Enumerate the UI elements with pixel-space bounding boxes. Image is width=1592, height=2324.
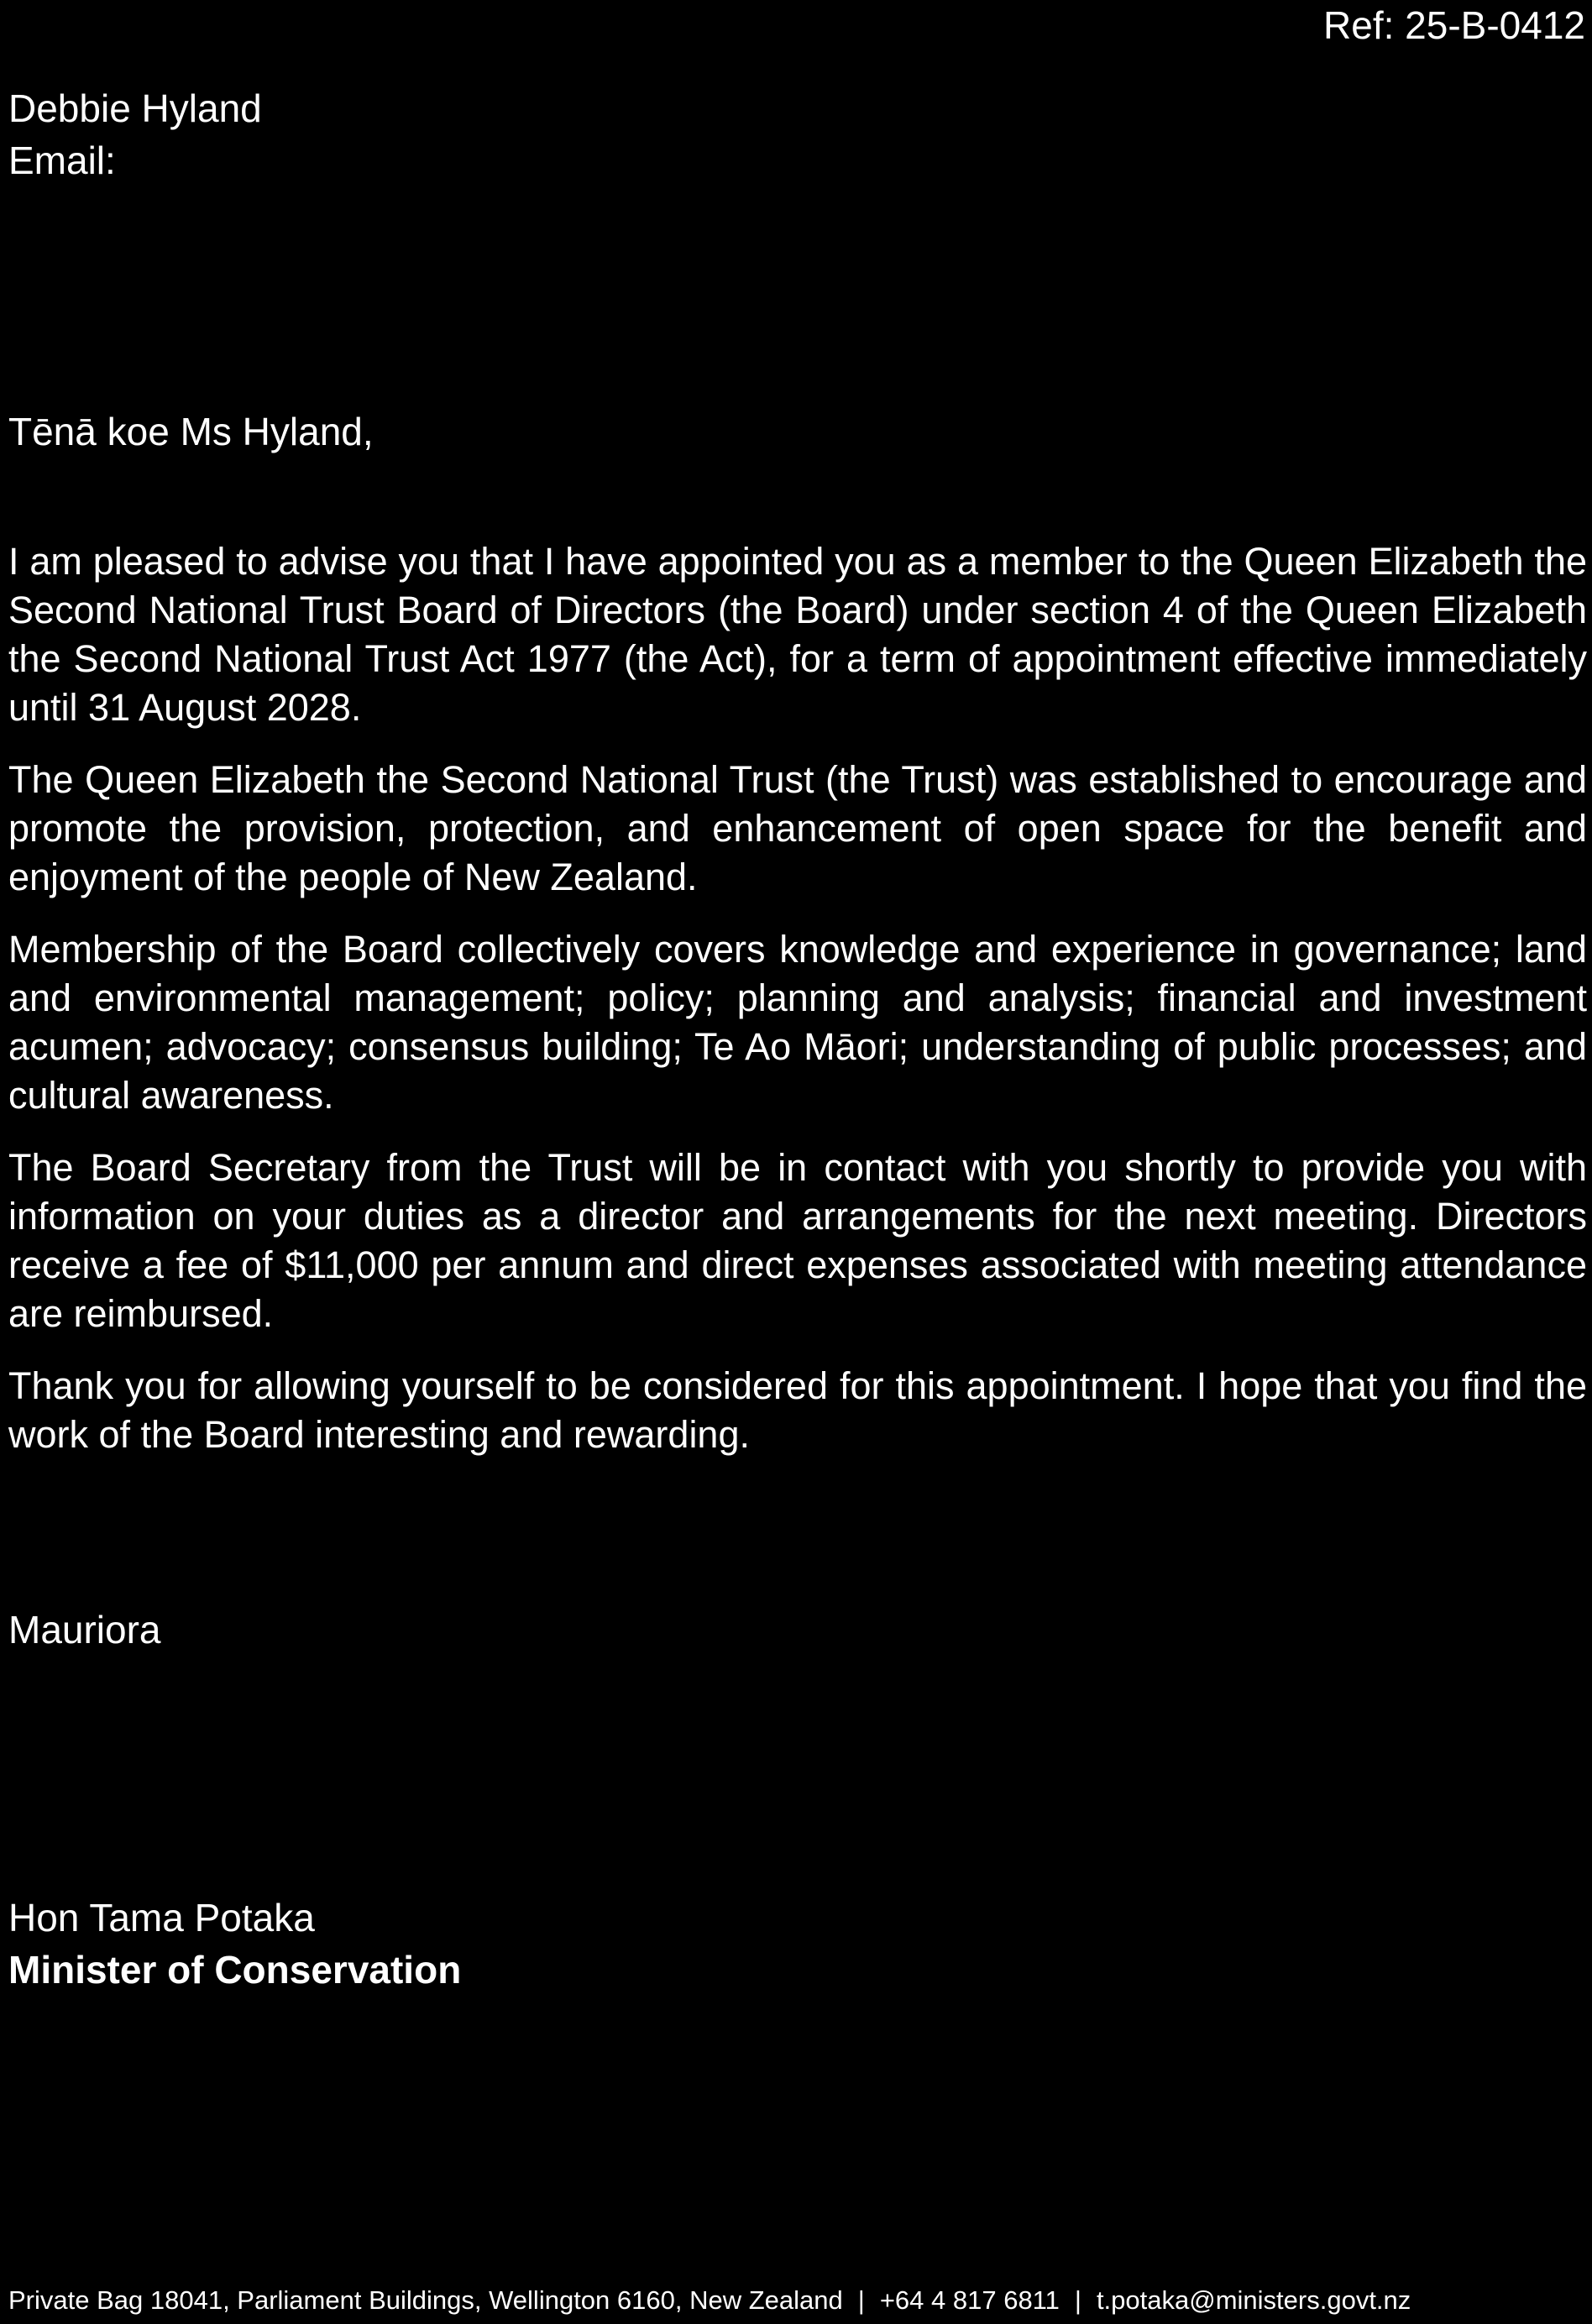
- footer-phone: +64 4 817 6811: [879, 2285, 1060, 2315]
- signoff: Mauriora: [8, 1608, 161, 1651]
- paragraph-appointment: I am pleased to advise you that I have appointed you as a member to the Queen Elizabeth the Second National Trust Board of Directors (the Board) under section 4 of the Queen Elizabeth the Second National Trust Act 1977 (the Act), for a term of appointment effective immediately until 31 August 2028.: [8, 540, 1587, 729]
- footer-contact: [8, 2284, 1585, 2317]
- signatory-name: Hon Tama Potaka: [8, 1896, 315, 1939]
- reference-number: Ref: 25-B-0412: [1323, 3, 1585, 47]
- paragraph-secretary-contact: The Board Secretary from the Trust will be in contact with you shortly to provide you with information on your duties as a director and arrangements for the next meeting. Directors receive a fee of $11,000 per annum and direct expenses associated with meeting attendance are reimbursed.: [8, 1146, 1587, 1335]
- signatory-title: Minister of Conservation: [8, 1948, 462, 1992]
- recipient-email-label: Email:: [8, 139, 116, 182]
- letter-body: [8, 537, 1587, 1483]
- paragraph-board-membership: Membership of the Board collectively covers knowledge and experience in governance; land and environmental management; policy; planning and analysis; financial and investment acumen; advocacy; consensus building; Te Ao Māori; understanding of public processes; and cultural awareness.: [8, 928, 1587, 1117]
- footer-separator: |: [857, 2285, 865, 2315]
- recipient-name: Debbie Hyland: [8, 86, 262, 130]
- signature-block: [8, 1892, 461, 1996]
- recipient-block: [8, 82, 262, 186]
- footer-separator: |: [1074, 2285, 1081, 2315]
- paragraph-trust-purpose: The Queen Elizabeth the Second National Trust (the Trust) was established to encourage and promote the provision, protection, and enhancement of open space for the benefit and enjoyment of the people of New Zealand.: [8, 758, 1587, 898]
- footer-email: t.potaka@ministers.govt.nz: [1096, 2285, 1411, 2315]
- footer-address: Private Bag 18041, Parliament Buildings, Wellington 6160, New Zealand: [8, 2285, 843, 2315]
- paragraph-thanks: Thank you for allowing yourself to be considered for this appointment. I hope that you find the work of the Board interesting and rewarding.: [8, 1364, 1587, 1456]
- salutation: Tēnā koe Ms Hyland,: [8, 410, 374, 453]
